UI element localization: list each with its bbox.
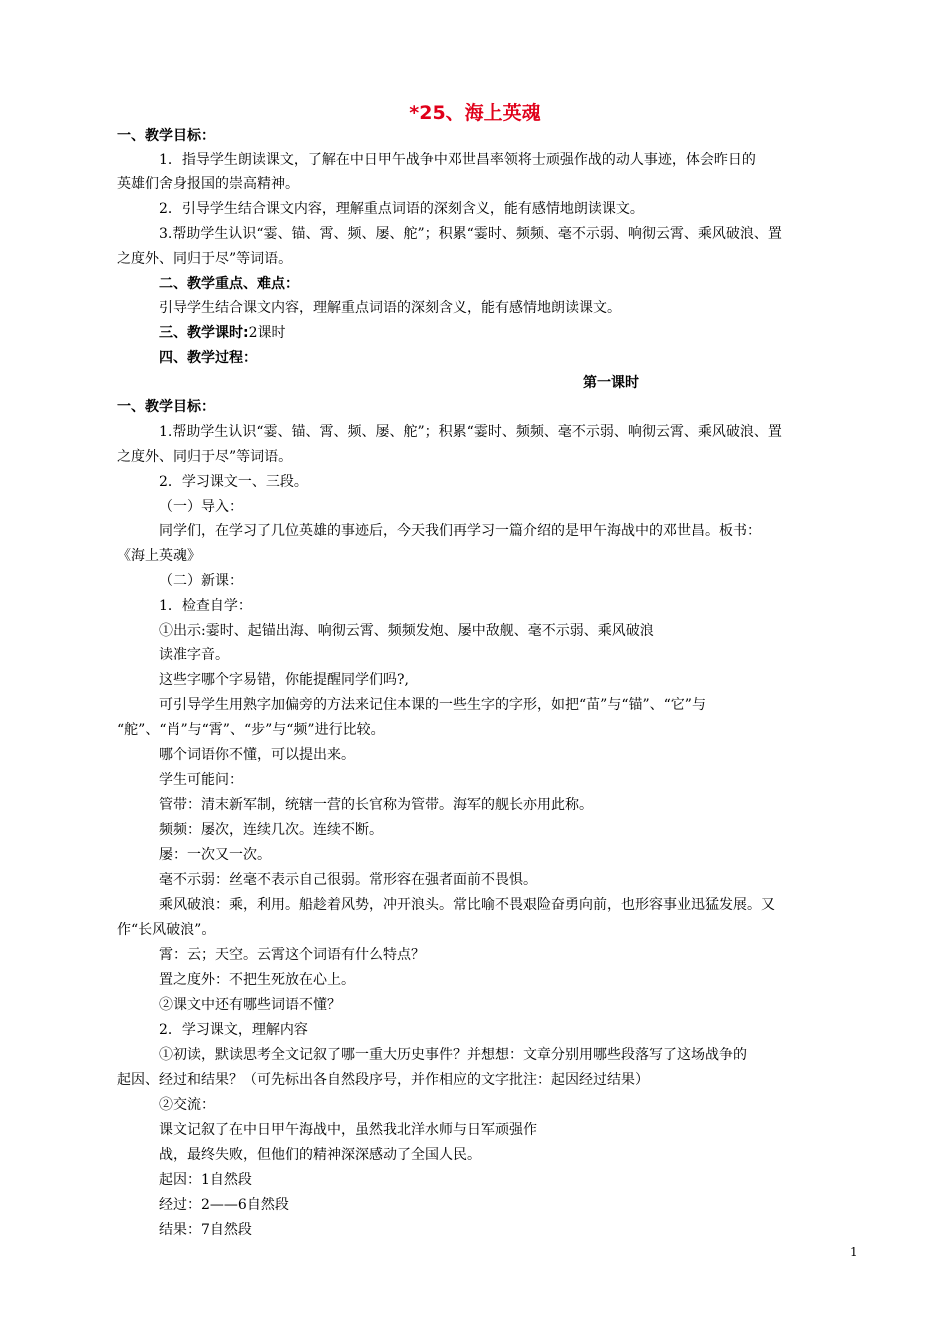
text-line: ②交流：: [159, 1097, 215, 1113]
text-line: 学生可能问：: [159, 772, 243, 788]
text-line: 乘风破浪：乘，利用。船趁着风势，冲开浪头。常比喻不畏艰险奋勇向前，也形容事业迅猛发展。又: [159, 897, 775, 913]
text-line: （一）导入：: [159, 499, 243, 515]
text-line: 哪个词语你不懂，可以提出来。: [159, 747, 355, 763]
text-line: 1．检查自学：: [159, 598, 252, 614]
text-line: ①出示:霎时、起锚出海、响彻云霄、频频发炮、屡中敌舰、毫不示弱、乘风破浪: [159, 623, 654, 639]
text-line: 3.帮助学生认识“霎、锚、霄、频、屡、舵”；积累“霎时、频频、毫不示弱、响彻云霄、乘风破浪、置: [159, 226, 782, 242]
text-line: 战，最终失败，但他们的精神深深感动了全国人民。: [159, 1147, 481, 1163]
section-heading-label: 三、教学课时:: [159, 325, 249, 341]
text-line: 经过：2——6自然段: [159, 1197, 289, 1213]
text-line: 霄：云；天空。云霄这个词语有什么特点？: [159, 947, 425, 963]
text-line: 《海上英魂》: [117, 548, 201, 564]
text-line: 屡：一次又一次。: [159, 847, 271, 863]
text-line: 引导学生结合课文内容，理解重点词语的深刻含义，能有感情地朗读课文。: [159, 300, 621, 316]
text-line: 结果：7自然段: [159, 1222, 252, 1238]
text-line: 管带：清末新军制，统辖一营的长官称为管带。海军的舰长亦用此称。: [159, 797, 593, 813]
text-line: 1.帮助学生认识“霎、锚、霄、频、屡、舵”；积累“霎时、频频、毫不示弱、响彻云霄、乘风破浪、置: [159, 424, 782, 440]
text-line: 频频：屡次，连续几次。连续不断。: [159, 822, 383, 838]
page-number: 1: [850, 1245, 858, 1259]
text-line: 英雄们舍身报国的崇高精神。: [117, 176, 299, 192]
text-line: 之度外、同归于尽”等词语。: [117, 251, 293, 267]
text-line: 之度外、同归于尽”等词语。: [117, 449, 293, 465]
text-line: “舵”、“肖”与“霄”、“步”与“频”进行比较。: [117, 722, 385, 738]
text-line: 起因：1自然段: [159, 1172, 252, 1188]
section-heading: 二、教学重点、难点：: [159, 276, 299, 292]
text-line: 毫不示弱：丝毫不表示自己很弱。常形容在强者面前不畏惧。: [159, 872, 537, 888]
text-line: ②课文中还有哪些词语不懂？: [159, 997, 341, 1013]
text-line: 这些字哪个字易错，你能提醒同学们吗?,: [159, 672, 409, 688]
section-heading: [159, 323, 286, 343]
text-line: 同学们，在学习了几位英雄的事迹后，今天我们再学习一篇介绍的是甲午海战中的邓世昌。板书：: [159, 523, 761, 539]
text-line: 1．指导学生朗读课文，了解在中日甲午战争中邓世昌率领将士顽强作战的动人事迹，体会昨日的: [159, 152, 756, 168]
section-heading: 一、教学目标：: [117, 399, 215, 415]
lesson-count: 2课时: [248, 325, 286, 341]
section-heading: 一、教学目标：: [117, 128, 215, 144]
text-line: 2．学习课文一、三段。: [159, 474, 308, 490]
text-line: 读准字音。: [159, 647, 229, 663]
subsection-heading: 第一课时: [583, 375, 639, 391]
text-line: 课文记叙了在中日甲午海战中，虽然我北洋水师与日军顽强作: [159, 1122, 537, 1138]
text-line: （二）新课：: [159, 573, 243, 589]
text-line: 置之度外：不把生死放在心上。: [159, 972, 355, 988]
text-line: ①初读，默读思考全文记叙了哪一重大历史事件？并想想：文章分别用哪些段落写了这场战争的: [159, 1047, 747, 1063]
text-line: 2．引导学生结合课文内容，理解重点词语的深刻含义，能有感情地朗读课文。: [159, 201, 644, 217]
text-line: 2．学习课文，理解内容: [159, 1022, 308, 1038]
text-line: 起因、经过和结果？（可先标出各自然段序号，并作相应的文字批注：起因经过结果）: [117, 1072, 649, 1088]
section-heading: 四、教学过程：: [159, 350, 257, 366]
page-title: *25、海上英魂: [409, 102, 541, 124]
text-line: 作“长风破浪”。: [117, 922, 216, 938]
text-line: 可引导学生用熟字加偏旁的方法来记住本课的一些生字的字形，如把“苗”与“锚”、“它”与: [159, 697, 706, 713]
